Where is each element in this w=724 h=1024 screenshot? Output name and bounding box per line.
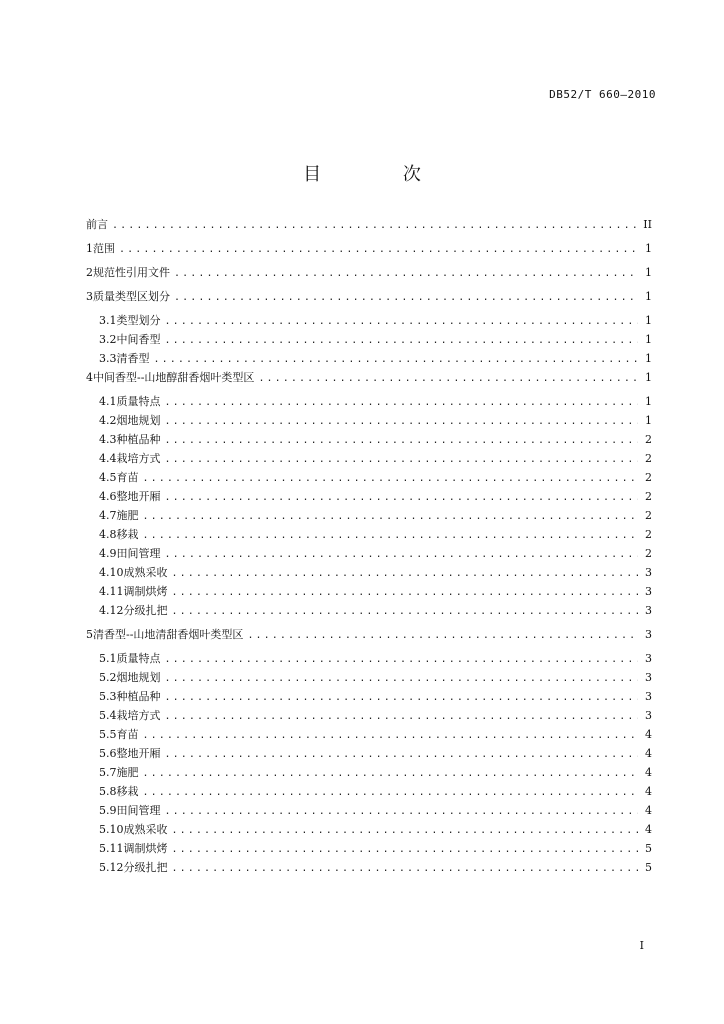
dot-leader — [174, 291, 638, 304]
dot-leader — [165, 710, 639, 723]
dot-leader — [172, 843, 639, 856]
dot-leader — [143, 729, 639, 742]
toc-entry-number: 4.10 — [99, 566, 124, 579]
dot-leader — [165, 415, 639, 428]
toc-entry-title: 烟地规划 — [116, 671, 161, 684]
toc-entry-title: 范围 — [93, 242, 115, 255]
toc-entry[interactable] — [86, 652, 652, 671]
toc-entry-title: 烟地规划 — [116, 414, 161, 427]
toc-entry-page: 1 — [645, 333, 652, 346]
toc-entry[interactable] — [86, 804, 652, 823]
table-of-contents — [86, 218, 652, 880]
toc-entry-page: 4 — [645, 785, 652, 798]
toc-entry-page: 2 — [645, 490, 652, 503]
toc-entry[interactable] — [86, 861, 652, 880]
toc-entry-page: 1 — [645, 395, 652, 408]
toc-entry-page: 4 — [645, 804, 652, 817]
toc-entry-page: 1 — [645, 266, 652, 279]
toc-entry-number: 5.9 — [99, 804, 117, 817]
toc-entry-number: 4.7 — [99, 509, 117, 522]
toc-entry-title: 清香型--山地清甜香烟叶类型区 — [93, 628, 244, 641]
toc-entry[interactable] — [86, 728, 652, 747]
toc-entry-page: 3 — [645, 585, 652, 598]
toc-entry-title: 中间香型--山地醇甜香烟叶类型区 — [93, 371, 255, 384]
toc-entry[interactable] — [86, 785, 652, 804]
dot-leader — [247, 629, 638, 642]
toc-entry-title: 成熟采收 — [123, 566, 168, 579]
toc-entry[interactable] — [86, 333, 652, 352]
toc-entry-title: 分级扎把 — [123, 861, 168, 874]
toc-entry-title: 前言 — [86, 218, 108, 231]
toc-entry-number: 2 — [86, 266, 93, 279]
dot-leader — [143, 472, 639, 485]
dot-leader — [165, 334, 639, 347]
toc-entry-title: 分级扎把 — [123, 604, 168, 617]
dot-leader — [143, 786, 639, 799]
toc-entry[interactable] — [86, 566, 652, 585]
dot-leader — [165, 396, 639, 409]
dot-leader — [172, 862, 639, 875]
toc-entry-page: 5 — [645, 861, 652, 874]
dot-leader — [165, 315, 639, 328]
toc-entry[interactable] — [86, 490, 652, 509]
toc-entry-number: 3 — [86, 290, 93, 303]
toc-entry-title: 调制烘烤 — [123, 842, 168, 855]
toc-entry[interactable] — [86, 395, 652, 414]
toc-entry[interactable] — [86, 604, 652, 623]
toc-entry[interactable] — [86, 371, 652, 390]
toc-entry-number: 5.7 — [99, 766, 117, 779]
toc-entry[interactable] — [86, 471, 652, 490]
toc-entry-page: 1 — [645, 290, 652, 303]
toc-entry-title: 移栽 — [116, 528, 139, 541]
toc-entry-number: 3.1 — [99, 314, 117, 327]
toc-entry-title: 清香型 — [116, 352, 150, 365]
toc-entry-number: 5.5 — [99, 728, 117, 741]
toc-entry-page: 3 — [645, 628, 652, 641]
dot-leader — [172, 586, 639, 599]
toc-entry-page: 5 — [645, 842, 652, 855]
document-code: DB52/T 660—2010 — [549, 88, 656, 101]
toc-entry-page: 3 — [645, 604, 652, 617]
toc-entry-page: 2 — [645, 471, 652, 484]
toc-entry-title: 栽培方式 — [116, 452, 161, 465]
toc-entry-title: 施肥 — [116, 509, 139, 522]
dot-leader — [172, 824, 639, 837]
toc-entry-title: 类型划分 — [116, 314, 161, 327]
dot-leader — [172, 605, 639, 618]
toc-entry-number: 4.9 — [99, 547, 117, 560]
toc-entry-title: 育苗 — [116, 471, 139, 484]
dot-leader — [112, 219, 638, 232]
toc-entry[interactable] — [86, 528, 652, 547]
toc-entry[interactable] — [86, 628, 652, 647]
toc-entry-title: 田间管理 — [116, 804, 161, 817]
toc-entry[interactable] — [86, 242, 652, 261]
toc-entry-number: 5.11 — [99, 842, 124, 855]
toc-entry[interactable] — [86, 266, 652, 285]
toc-entry-number: 4.8 — [99, 528, 117, 541]
toc-entry-title: 整地开厢 — [116, 490, 161, 503]
toc-entry-number: 5.4 — [99, 709, 117, 722]
footer-page-number: I — [639, 939, 644, 952]
toc-entry-number: 5.2 — [99, 671, 117, 684]
dot-leader — [143, 510, 639, 523]
toc-entry-title: 质量特点 — [116, 395, 161, 408]
toc-entry-page: 1 — [645, 242, 652, 255]
dot-leader — [165, 653, 639, 666]
toc-entry-title: 质量类型区划分 — [93, 290, 170, 303]
toc-entry[interactable] — [86, 352, 652, 371]
dot-leader — [172, 567, 639, 580]
toc-entry-number: 5.1 — [99, 652, 117, 665]
toc-entry-number: 3.2 — [99, 333, 117, 346]
toc-entry-page: 2 — [645, 528, 652, 541]
dot-leader — [165, 805, 639, 818]
toc-entry[interactable] — [86, 218, 652, 237]
toc-entry-number: 5.12 — [99, 861, 124, 874]
toc-entry-number: 5.10 — [99, 823, 124, 836]
toc-entry-page: 2 — [645, 509, 652, 522]
dot-leader — [165, 434, 639, 447]
toc-entry-title: 调制烘烤 — [123, 585, 168, 598]
dot-leader — [174, 267, 638, 280]
toc-entry-number: 5.8 — [99, 785, 117, 798]
dot-leader — [119, 243, 638, 256]
toc-entry-title: 施肥 — [116, 766, 139, 779]
toc-entry-page: 3 — [645, 690, 652, 703]
toc-entry-page: 3 — [645, 671, 652, 684]
toc-entry-title: 育苗 — [116, 728, 139, 741]
dot-leader — [258, 372, 638, 385]
toc-entry-page: II — [643, 218, 652, 231]
dot-leader — [154, 353, 639, 366]
toc-entry-number: 5.3 — [99, 690, 117, 703]
dot-leader — [165, 691, 639, 704]
toc-entry[interactable] — [86, 671, 652, 690]
toc-entry-page: 1 — [645, 314, 652, 327]
toc-entry-number: 4.5 — [99, 471, 117, 484]
toc-entry-page: 3 — [645, 709, 652, 722]
toc-entry[interactable] — [86, 842, 652, 861]
toc-entry-page: 1 — [645, 352, 652, 365]
toc-entry[interactable] — [86, 690, 652, 709]
toc-entry-number: 1 — [86, 242, 93, 255]
toc-entry-number: 4.4 — [99, 452, 117, 465]
toc-entry[interactable] — [86, 509, 652, 528]
toc-entry-page: 1 — [645, 414, 652, 427]
toc-entry[interactable] — [86, 433, 652, 452]
toc-entry-title: 种植品种 — [116, 433, 161, 446]
dot-leader — [143, 767, 639, 780]
toc-entry-number: 5 — [86, 628, 93, 641]
toc-entry-number: 4.11 — [99, 585, 124, 598]
toc-entry-title: 成熟采收 — [123, 823, 168, 836]
toc-entry-page: 2 — [645, 452, 652, 465]
dot-leader — [143, 529, 639, 542]
toc-entry[interactable] — [86, 585, 652, 604]
toc-entry-title: 规范性引用文件 — [93, 266, 170, 279]
toc-entry[interactable] — [86, 414, 652, 433]
toc-entry-page: 1 — [645, 371, 652, 384]
toc-entry-title: 中间香型 — [116, 333, 161, 346]
toc-entry-page: 4 — [645, 823, 652, 836]
toc-entry-page: 3 — [645, 652, 652, 665]
toc-entry-number: 4.1 — [99, 395, 117, 408]
toc-entry-number: 4.3 — [99, 433, 117, 446]
toc-entry[interactable] — [86, 314, 652, 333]
toc-entry[interactable] — [86, 823, 652, 842]
toc-entry[interactable] — [86, 452, 652, 471]
toc-entry-page: 2 — [645, 547, 652, 560]
toc-entry-number: 4 — [86, 371, 93, 384]
toc-entry-title: 移栽 — [116, 785, 139, 798]
toc-entry-number: 5.6 — [99, 747, 117, 760]
toc-entry-title: 质量特点 — [116, 652, 161, 665]
toc-entry-title: 整地开厢 — [116, 747, 161, 760]
toc-entry-number: 4.2 — [99, 414, 117, 427]
toc-entry[interactable] — [86, 547, 652, 566]
toc-entry-page: 4 — [645, 747, 652, 760]
toc-entry-page: 3 — [645, 566, 652, 579]
toc-entry-page: 2 — [645, 433, 652, 446]
dot-leader — [165, 548, 639, 561]
dot-leader — [165, 748, 639, 761]
toc-entry-number: 3.3 — [99, 352, 117, 365]
toc-entry-number: 4.12 — [99, 604, 124, 617]
dot-leader — [165, 491, 639, 504]
toc-entry[interactable] — [86, 747, 652, 766]
toc-entry-title: 种植品种 — [116, 690, 161, 703]
toc-entry[interactable] — [86, 709, 652, 728]
toc-entry-page: 4 — [645, 728, 652, 741]
page-title: 目 次 — [303, 164, 459, 185]
dot-leader — [165, 453, 639, 466]
toc-entry[interactable] — [86, 290, 652, 309]
dot-leader — [165, 672, 639, 685]
toc-entry-page: 4 — [645, 766, 652, 779]
toc-entry-title: 田间管理 — [116, 547, 161, 560]
toc-entry-title: 栽培方式 — [116, 709, 161, 722]
toc-entry-number: 4.6 — [99, 490, 117, 503]
toc-entry[interactable] — [86, 766, 652, 785]
